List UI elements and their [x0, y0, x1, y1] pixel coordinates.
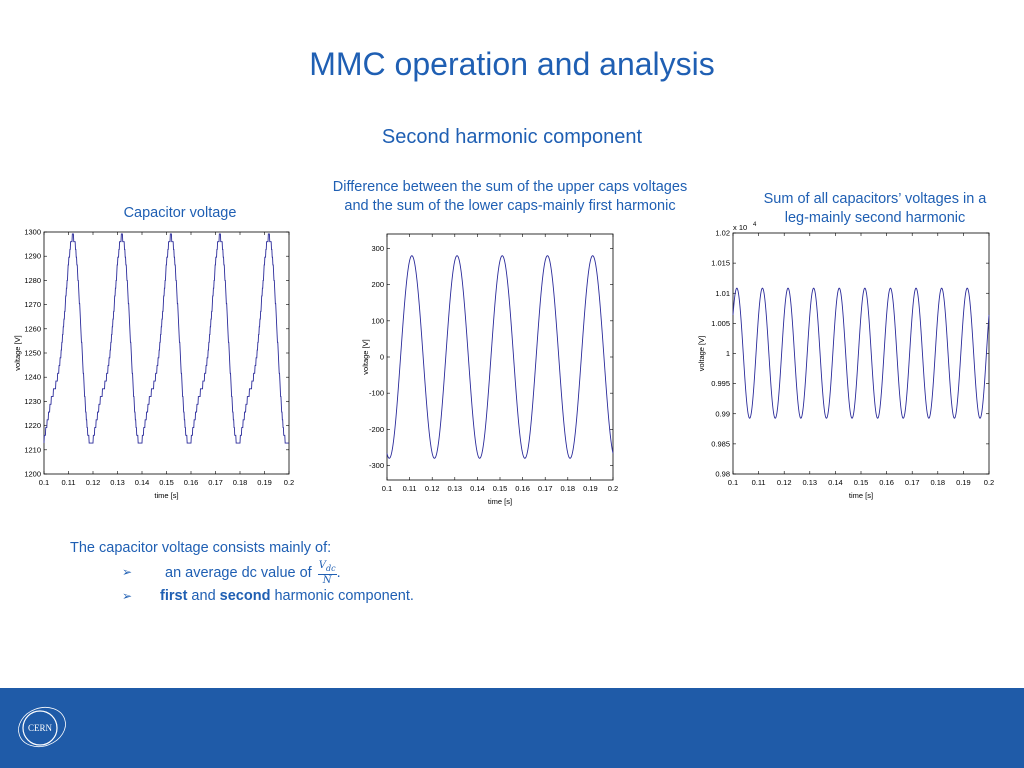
bullet-first-bold: first — [160, 588, 188, 604]
x-axis-label: time [s] — [487, 497, 513, 506]
x-axis-label: time [s] — [848, 491, 874, 500]
caption-difference-line1: Difference between the sum of the upper caps voltages — [332, 179, 688, 195]
y-tick-label: 1240 — [24, 372, 41, 382]
bullet-list — [70, 536, 414, 608]
y-tick-label: 1.005 — [711, 318, 730, 328]
y-tick-label: 1280 — [24, 275, 41, 285]
vdc-over-n-fraction — [318, 560, 337, 586]
x-tick-label: 0.16 — [879, 478, 894, 487]
x-tick-label: 0.15 — [159, 478, 174, 487]
axis-multiplier-exponent: 4 — [753, 222, 757, 228]
x-tick-label: 0.11 — [751, 478, 766, 487]
y-tick-label: 1230 — [24, 396, 41, 406]
arrow-bullet-icon: ➢ — [122, 565, 133, 579]
x-tick-label: 0.12 — [85, 478, 101, 487]
y-tick-label: 1210 — [24, 445, 41, 455]
bullet-item-1-end: . — [336, 564, 341, 581]
x-tick-label: 0.11 — [61, 478, 76, 487]
y-tick-label: 1270 — [24, 300, 41, 310]
x-tick-label: 0.18 — [560, 484, 576, 493]
x-tick-label: 0.19 — [956, 478, 971, 487]
x-tick-label: 0.17 — [904, 478, 920, 487]
plot-frame — [387, 234, 613, 480]
y-tick-label: 1.02 — [715, 228, 730, 238]
bullet-item-1 — [70, 560, 341, 586]
x-tick-label: 0.16 — [183, 478, 199, 487]
y-tick-label: 0.995 — [711, 379, 730, 389]
x-tick-label: 0.2 — [607, 484, 619, 493]
y-tick-label: 1250 — [24, 348, 41, 358]
x-tick-label: 0.14 — [828, 478, 843, 487]
y-tick-label: 1.015 — [711, 258, 730, 268]
x-tick-label: 0.19 — [583, 484, 598, 493]
chart-sum-capacitors — [690, 210, 1000, 510]
x-tick-label: 0.13 — [110, 478, 125, 487]
x-tick-label: 0.12 — [424, 484, 440, 493]
fraction-denominator: N — [322, 575, 332, 586]
x-tick-label: 0.14 — [134, 478, 150, 487]
bullet-item-2-end: harmonic component. — [270, 588, 414, 604]
x-tick-label: 0.15 — [853, 478, 869, 487]
x-axis-label: time [s] — [154, 491, 179, 500]
caption-difference — [290, 178, 730, 216]
y-tick-label: 1 — [725, 349, 730, 358]
y-tick-label: -200 — [368, 424, 384, 434]
y-tick-label: 300 — [371, 243, 384, 253]
arrow-bullet-icon: ➢ — [122, 589, 133, 603]
y-tick-label: 0.99 — [715, 409, 730, 419]
y-axis-label: voltage [V] — [13, 335, 22, 371]
y-tick-label: 0.985 — [711, 439, 730, 449]
x-tick-label: 0.2 — [983, 478, 995, 487]
x-tick-label: 0.11 — [402, 484, 417, 493]
x-tick-label: 0.1 — [727, 478, 739, 487]
cern-logo-icon — [12, 700, 68, 756]
caption-difference-line2: and the sum of the lower caps-mainly first harmonic — [344, 198, 676, 214]
caption-sum-line1: Sum of all capacitors’ voltages in a — [763, 191, 987, 207]
fraction-numerator-subscript: dc — [325, 564, 336, 573]
y-tick-label: -300 — [368, 461, 384, 471]
y-tick-label: 1.01 — [715, 288, 730, 298]
logo-text: CERN — [27, 723, 53, 733]
caption-capacitor-voltage: Capacitor voltage — [123, 205, 237, 221]
plot-frame — [44, 232, 289, 474]
x-tick-label: 0.18 — [930, 478, 946, 487]
x-tick-label: 0.13 — [447, 484, 463, 493]
y-tick-label: 0.98 — [715, 469, 730, 479]
y-axis-label: voltage [V] — [697, 335, 706, 372]
chart-capacitor-voltage — [0, 220, 300, 510]
y-tick-label: 1260 — [24, 324, 41, 334]
x-tick-label: 0.17 — [208, 478, 223, 487]
x-tick-label: 0.13 — [802, 478, 818, 487]
bullet-item-2 — [70, 584, 414, 608]
fraction-numerator: V — [318, 560, 326, 571]
y-tick-label: 1200 — [24, 469, 41, 479]
slide-title: MMC operation and analysis — [309, 46, 715, 82]
y-tick-label: -100 — [368, 388, 384, 398]
axis-multiplier: x 10 — [733, 223, 748, 232]
y-tick-label: 200 — [371, 280, 384, 290]
footer-bar — [0, 688, 1024, 768]
bullet-and: and — [187, 588, 220, 604]
x-tick-label: 0.14 — [470, 484, 485, 493]
x-tick-label: 0.12 — [776, 478, 792, 487]
x-tick-label: 0.17 — [537, 484, 553, 493]
y-tick-label: 100 — [371, 316, 384, 326]
bullet-item-1-text: an average dc value of — [165, 564, 312, 581]
plot-frame — [733, 233, 989, 474]
y-tick-label: 1290 — [24, 251, 41, 261]
y-tick-label: 0 — [379, 352, 384, 362]
x-tick-label: 0.19 — [257, 478, 272, 487]
x-tick-label: 0.1 — [381, 484, 393, 493]
bullet-intro: The capacitor voltage consists mainly of: — [70, 540, 332, 556]
x-tick-label: 0.1 — [38, 478, 50, 487]
x-tick-label: 0.2 — [283, 478, 295, 487]
chart-upper-minus-lower — [350, 220, 630, 510]
bullet-second-bold: second — [219, 588, 271, 604]
x-tick-label: 0.16 — [515, 484, 530, 493]
y-tick-label: 1300 — [24, 227, 41, 237]
x-tick-label: 0.15 — [492, 484, 508, 493]
y-tick-label: 1220 — [24, 421, 41, 431]
caption-sum-line2: leg-mainly second harmonic — [784, 210, 966, 226]
y-axis-label: voltage [V] — [361, 339, 370, 375]
x-tick-label: 0.18 — [232, 478, 248, 487]
slide-subtitle: Second harmonic component — [381, 126, 643, 148]
